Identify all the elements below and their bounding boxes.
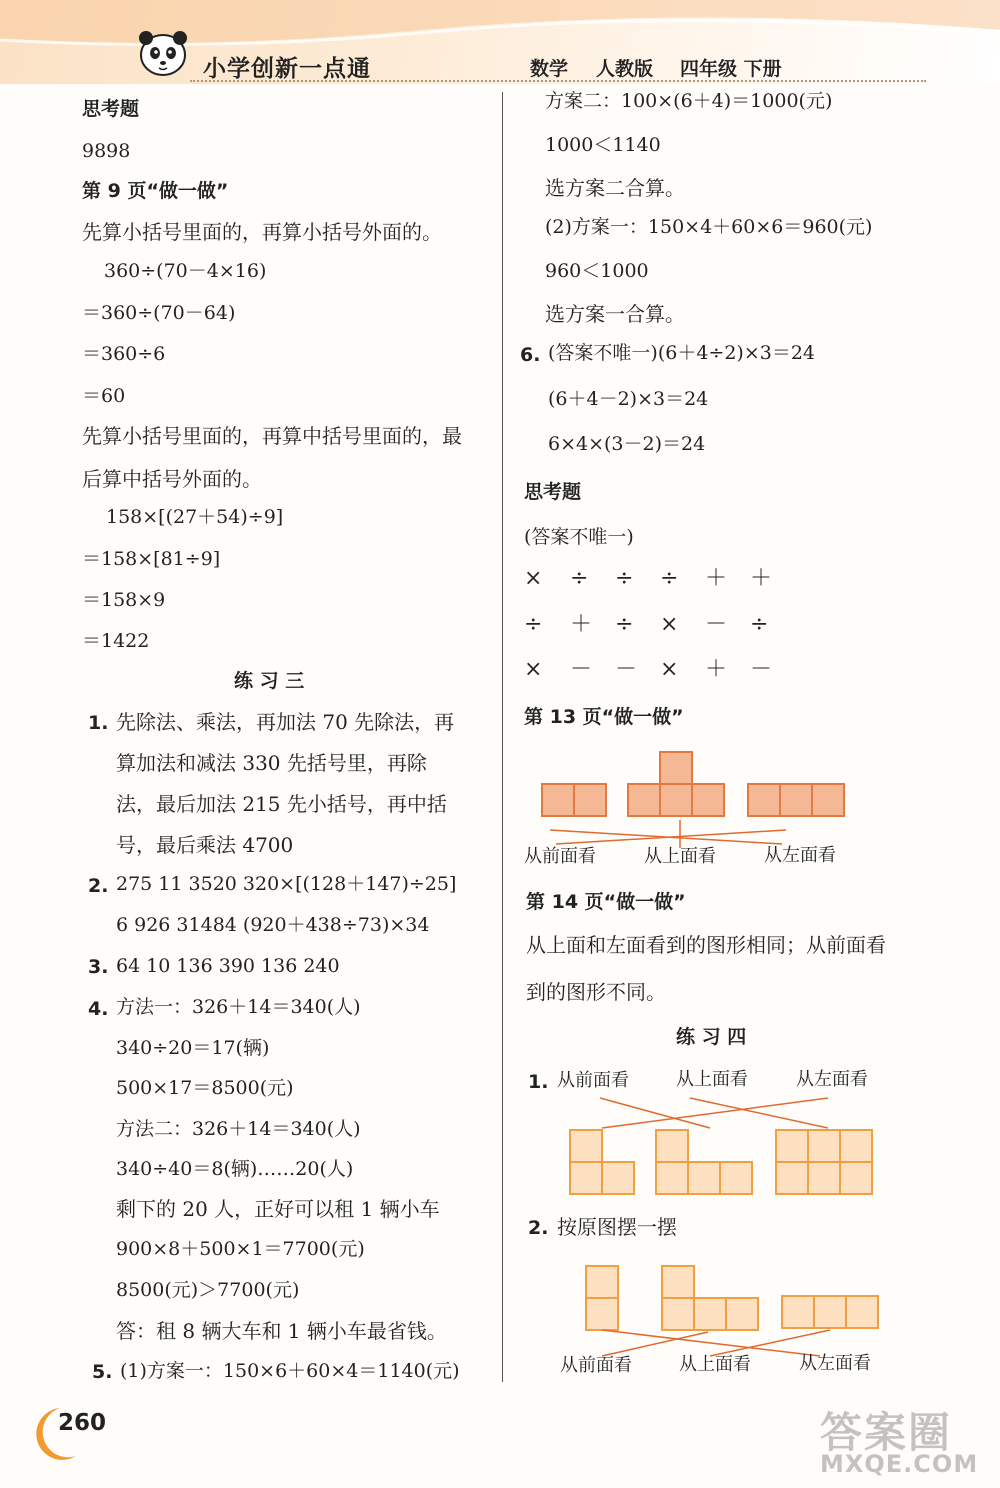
answer-line: 6 926 31484 (920＋438÷73)×34 — [116, 914, 430, 936]
exercise-heading: 练 习 四 — [676, 1026, 747, 1048]
equation-line: 360÷(70－4×16) — [104, 260, 267, 282]
watermark-url: MXQE.COM — [820, 1450, 979, 1478]
section-heading: 思考题 — [82, 98, 140, 120]
answer-line: 号，最后乘法 4700 — [116, 833, 294, 857]
view-label: 从左面看 — [799, 1353, 871, 1374]
equation-line: (6＋4－2)×3＝24 — [548, 388, 709, 410]
operator-cell: × — [660, 657, 679, 682]
operator-cell: ＋ — [570, 612, 593, 637]
equation-line: ＝158×[81÷9] — [82, 548, 221, 570]
top-view-shape — [662, 1266, 758, 1330]
three-views-figure-ex4-2 — [580, 1258, 880, 1358]
equation-line: 158×[(27＋54)÷9] — [106, 506, 284, 528]
left-view-shape — [782, 1296, 878, 1328]
question-number: 5. — [92, 1361, 113, 1383]
equation-line: 960＜1000 — [545, 260, 649, 282]
question-number: 6. — [520, 344, 541, 366]
section-heading: 思考题 — [524, 481, 582, 503]
view-label: 从前面看 — [524, 846, 596, 867]
equation-line: 6×4×(3－2)＝24 — [548, 433, 706, 455]
operator-cell: × — [660, 612, 679, 637]
operator-cell: ＋ — [705, 566, 728, 591]
view-label: 从左面看 — [764, 845, 836, 866]
equation-line: 方法二：326＋14＝340(人) — [116, 1118, 361, 1140]
matching-lines — [600, 1098, 828, 1128]
view-label: 从上面看 — [644, 846, 716, 867]
answer-line: 64 10 136 390 136 240 — [116, 955, 340, 977]
matching-lines — [602, 1330, 830, 1356]
operator-cell: ÷ — [750, 612, 769, 637]
top-view-shape — [656, 1130, 752, 1194]
exercise-heading: 练 习 三 — [234, 670, 305, 692]
equation-line: ＝1422 — [82, 630, 150, 652]
operator-cell: × — [524, 566, 543, 591]
top-view-shape — [628, 752, 724, 816]
view-label: 从前面看 — [560, 1355, 632, 1376]
operator-cell: ÷ — [570, 566, 589, 591]
answer-line: 到的图形不同。 — [526, 980, 666, 1004]
equation-line: ＝360÷(70－64) — [82, 302, 236, 324]
equation-line: 500×17＝8500(元) — [116, 1077, 294, 1099]
answer-line: 法，最后加法 215 先小括号，再中括 — [116, 792, 447, 816]
operator-cell: ÷ — [615, 566, 634, 591]
answer-line: 9898 — [82, 140, 131, 162]
view-label: 从上面看 — [679, 1354, 751, 1375]
answer-line: 后算中括号外面的。 — [82, 467, 262, 491]
operator-cell: － — [750, 657, 773, 682]
question-number: 1. — [528, 1071, 549, 1093]
answer-line: 275 11 3520 320×[(128＋147)÷25] — [116, 873, 457, 895]
grade-label: 四年级 下册 — [680, 58, 782, 80]
view-label: 从上面看 — [676, 1069, 748, 1090]
operator-cell: ÷ — [660, 566, 679, 591]
answer-line: 答：租 8 辆大车和 1 辆小车最省钱。 — [116, 1319, 447, 1343]
equation-line: ＝60 — [82, 385, 126, 407]
section-heading: 第 9 页“做一做” — [82, 180, 229, 202]
answer-line: 算加法和减法 330 先括号里，再除 — [116, 751, 427, 775]
answer-line: 按原图摆一摆 — [557, 1215, 677, 1239]
answer-line: 选方案一合算。 — [545, 302, 685, 326]
view-label: 从前面看 — [557, 1070, 629, 1091]
answer-line: 剩下的 20 人，正好可以租 1 辆小车 — [116, 1197, 440, 1221]
question-number: 4. — [88, 998, 109, 1020]
operator-cell: － — [570, 657, 593, 682]
answer-line: (答案不唯一) — [524, 526, 634, 548]
operator-cell: － — [705, 612, 728, 637]
equation-line: 方案二：100×(6＋4)＝1000(元) — [545, 90, 833, 112]
header-rule — [190, 80, 926, 82]
front-view-shape — [542, 784, 606, 816]
question-number: 1. — [88, 712, 109, 734]
equation-line: 340÷20＝17(辆) — [116, 1037, 270, 1059]
left-view-shape — [776, 1130, 872, 1194]
section-heading: 第 13 页“做一做” — [524, 706, 684, 728]
answer-line: 从上面和左面看到的图形相同；从前面看 — [526, 933, 886, 957]
front-view-shape — [586, 1266, 618, 1330]
operator-cell: ÷ — [524, 612, 543, 637]
watermark-logo: 答案圈 — [820, 1408, 953, 1457]
question-number: 2. — [88, 875, 109, 897]
column-divider — [502, 92, 503, 1382]
edition-label: 人教版 — [596, 58, 654, 80]
operator-cell: × — [524, 657, 543, 682]
equation-line: ＝360÷6 — [82, 343, 166, 365]
front-view-shape — [570, 1130, 634, 1194]
operator-cell: ÷ — [615, 612, 634, 637]
page-number: 260 — [58, 1410, 107, 1436]
section-heading: 第 14 页“做一做” — [526, 891, 686, 913]
answer-line: 选方案二合算。 — [545, 176, 685, 200]
equation-line: 方法一：326＋14＝340(人) — [116, 996, 361, 1018]
answer-line: 先算小括号里面的，再算中括号里面的，最 — [82, 424, 462, 448]
operator-cell: － — [615, 657, 638, 682]
operator-cell: ＋ — [705, 657, 728, 682]
equation-line: 340÷40＝8(辆)……20(人) — [116, 1158, 354, 1180]
matching-lines — [550, 820, 786, 848]
question-number: 2. — [528, 1217, 549, 1239]
question-number: 3. — [88, 956, 109, 978]
equation-line: (答案不唯一)(6＋4÷2)×3＝24 — [548, 342, 816, 364]
equation-line: (1)方案一：150×6＋60×4＝1140(元) — [120, 1360, 460, 1382]
equation-line: 900×8＋500×1＝7700(元) — [116, 1238, 365, 1260]
left-view-shape — [748, 784, 844, 816]
three-views-figure-ex4-1 — [560, 1094, 880, 1196]
answer-line: 先算小括号里面的，再算小括号外面的。 — [82, 220, 442, 244]
equation-line: (2)方案一：150×4＋60×6＝960(元) — [545, 216, 873, 238]
panda-logo-icon — [134, 28, 192, 78]
equation-line: ＝158×9 — [82, 589, 166, 611]
subject-label: 数学 — [530, 58, 569, 80]
brand-title: 小学创新一点通 — [203, 56, 371, 82]
equation-line: 8500(元)＞7700(元) — [116, 1279, 300, 1301]
answer-line: 先除法、乘法，再加法 70 先除法，再 — [116, 710, 455, 734]
equation-line: 1000＜1140 — [545, 134, 661, 156]
operator-cell: ＋ — [750, 566, 773, 591]
view-label: 从左面看 — [796, 1069, 868, 1090]
